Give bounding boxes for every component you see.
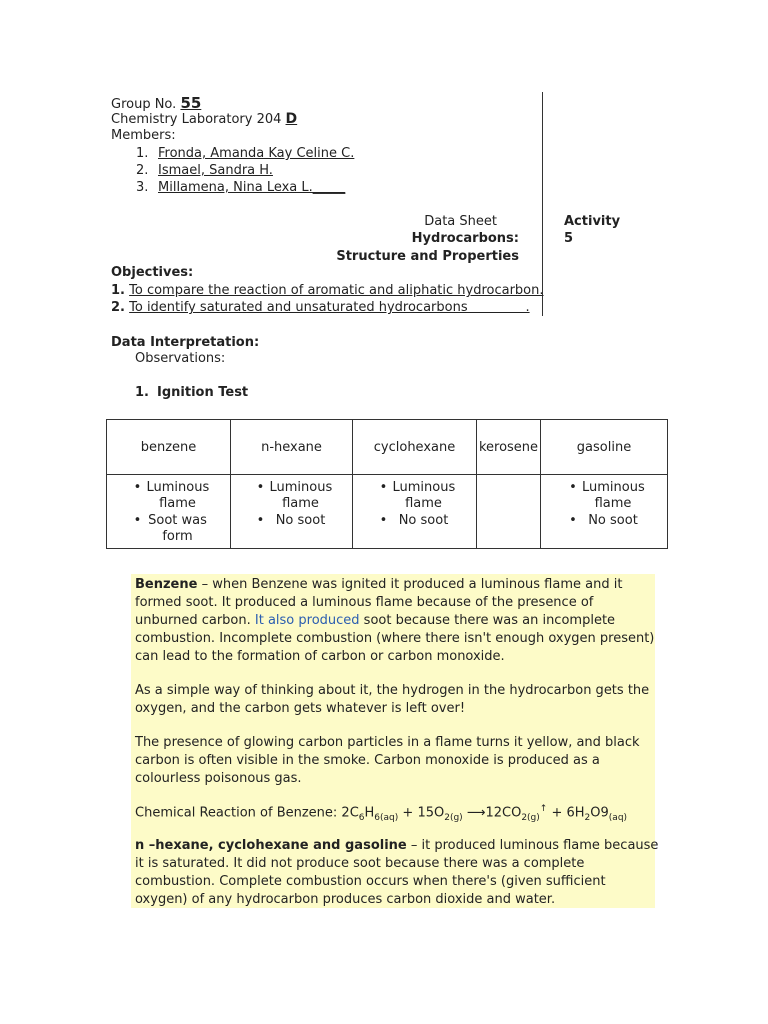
- benzene-paragraph-1: [135, 576, 660, 666]
- cell-text: Luminous flame: [269, 480, 333, 511]
- reaction-text: 6: [358, 812, 365, 823]
- bullet-icon: •: [569, 480, 577, 495]
- activity-label: Activity: [564, 214, 621, 229]
- table-cell: [353, 475, 477, 549]
- cell-text: Luminous flame: [146, 480, 210, 511]
- table-header-cell: gasoline: [541, 420, 668, 475]
- lab-label: Chemistry Laboratory 204: [111, 112, 282, 127]
- bullet-icon: •: [379, 513, 388, 528]
- data-sheet-label: Data Sheet: [424, 214, 497, 229]
- reaction-text: Chemical Reaction of Benzene: 2C: [135, 805, 359, 821]
- benzene-paragraph-3: The presence of glowing carbon particles in a flame turns it yellow, and black carbon is often visible in the smoke. Carbon monoxide is produced as a colourless poisonous gas.: [135, 735, 640, 786]
- reaction-text: O9: [590, 805, 609, 821]
- reaction-text: 6(aq): [374, 812, 399, 823]
- bullet-icon: •: [379, 480, 388, 495]
- benzene-paragraph-2: As a simple way of thinking about it, the hydrogen in the hydrocarbon gets the oxygen, and the carbon gets whatever is left over!: [135, 683, 650, 716]
- chemical-reaction: [135, 804, 627, 823]
- paragraph-text: – when Benzene was ignited it produced a luminous flame and it formed soot. It produced a luminous flame because of the presence of unburned carbon.: [135, 577, 623, 628]
- table-cell: [231, 475, 353, 549]
- paragraph-text: It also produced: [254, 613, 360, 628]
- saturated-paragraph: [135, 837, 660, 909]
- cell-text: No soot: [588, 513, 638, 528]
- bullet-icon: •: [256, 513, 265, 528]
- saturated-term: n –hexane, cyclohexane and gasoline: [135, 838, 407, 853]
- title-hydrocarbons: Hydrocarbons:: [411, 231, 519, 246]
- objective-text: To identify saturated and unsaturated hydrocarbons .: [129, 300, 530, 315]
- member-num: 1.: [136, 146, 149, 161]
- bullet-icon: •: [569, 513, 577, 528]
- bullet-icon: •: [256, 480, 265, 495]
- bullet-icon: •: [133, 480, 142, 495]
- test-heading: [135, 385, 248, 400]
- table-header-cell: n-hexane: [231, 420, 353, 475]
- table-header-row: [107, 420, 668, 475]
- member-item: [136, 146, 354, 161]
- cell-text: Soot was form: [148, 513, 207, 544]
- table-cell: [541, 475, 668, 549]
- reaction-text: + 6H: [547, 805, 585, 821]
- activity-number: 5: [564, 231, 574, 246]
- member-num: 3.: [136, 180, 149, 195]
- table-cell: [107, 475, 231, 549]
- lab-section: D: [285, 111, 298, 127]
- cell-text: Luminous flame: [582, 480, 645, 511]
- ignition-test-table: [106, 419, 668, 549]
- lab-line: [111, 111, 297, 127]
- table-header-cell: benzene: [107, 420, 231, 475]
- member-name: Ismael, Sandra H.: [158, 163, 273, 178]
- objective-text: To compare the reaction of aromatic and aliphatic hydrocarbon.: [129, 283, 544, 298]
- objective-num: 1.: [111, 283, 125, 298]
- objective-item: [111, 300, 530, 315]
- bullet-icon: •: [133, 513, 142, 528]
- member-num: 2.: [136, 163, 149, 178]
- members-label: Members:: [111, 128, 176, 143]
- group-value: 55: [180, 94, 202, 112]
- reaction-text: 2(g): [444, 812, 463, 823]
- table-header-cell: cyclohexane: [353, 420, 477, 475]
- table-cell: [477, 475, 541, 549]
- cell-text: No soot: [398, 513, 449, 528]
- title-structure: Structure and Properties: [336, 249, 519, 264]
- paragraph-text: hydrocarbon produces carbon dioxide and water.: [232, 892, 556, 907]
- objectives-label: Objectives:: [111, 265, 194, 280]
- reaction-text: 2: [584, 812, 591, 823]
- member-name: Fronda, Amanda Kay Celine C.: [158, 146, 355, 161]
- reaction-text: ⟶12CO: [462, 805, 522, 821]
- member-item: [136, 180, 345, 195]
- cell-text: No soot: [275, 513, 326, 528]
- reaction-text: 2(g): [521, 812, 540, 823]
- paragraph-text: soot because there was an incomplete combustion. Incomplete combustion (where there isn't enough oxygen present) can lead to the formation of carbon or carbon monoxide.: [135, 613, 655, 664]
- test-num: 1.: [135, 385, 149, 400]
- group-line: [111, 94, 201, 112]
- table-header-cell: kerosene: [477, 420, 541, 475]
- reaction-text: H: [364, 805, 375, 821]
- member-name: Millamena, Nina Lexa L._____: [158, 180, 346, 195]
- member-item: [136, 163, 343, 178]
- paragraph-text: – it produced luminous flame because it is saturated. It did not produce soot because there was a complete combustion. Complete combustion occurs when there's: [135, 838, 659, 889]
- reaction-text: + 15O: [398, 805, 445, 821]
- objective-num: 2.: [111, 300, 125, 315]
- objective-item: [111, 283, 544, 298]
- test-name: Ignition Test: [157, 385, 249, 400]
- up-arrow-icon: ↑: [539, 804, 548, 814]
- benzene-term: Benzene: [135, 577, 198, 592]
- reaction-text: (aq): [608, 812, 628, 823]
- table-row: [107, 475, 668, 549]
- group-label: Group No.: [111, 97, 177, 112]
- paragraph-text: (given sufficient oxygen) of any: [135, 874, 606, 907]
- cell-text: Luminous flame: [392, 480, 456, 511]
- observations-label: Observations:: [135, 351, 226, 366]
- interpretation-label: Data Interpretation:: [111, 335, 260, 350]
